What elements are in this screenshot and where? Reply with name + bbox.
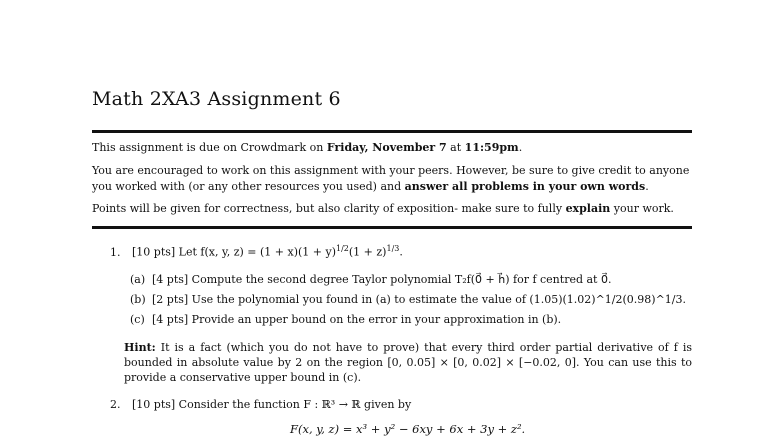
- question-1: 1. [10 pts] Let f(x, y, $z) = (1 + x)(1 + y)^{1/2}(1 + z)^{1/3}$.: [110, 244, 403, 259]
- question-number: 2.: [110, 398, 121, 411]
- question-number: 1.: [110, 245, 121, 259]
- hint-paragraph: Hint: It is a fact (which you do not have to prove) that every third order partial derivative of f is bounded in absolute value by 2 on the region [0, 0.05] × [0, 0.02] × [−0.02, 0]. You can use this to provide a conservative upper bound in (c).: [124, 341, 692, 384]
- equation: F(x, y, z) = x³ + y² − 6xy + 6x + 3y + z².: [290, 422, 526, 436]
- due-date-paragraph: This assignment is due on Crowdmark on Friday, November 7 at 11:59pm.: [92, 141, 523, 154]
- top-divider: [92, 130, 692, 133]
- part-a: (a) [4 pts] Compute the second degree Taylor polynomial T₂f(0⃗ + h⃗) for f centred at 0⃗.: [130, 273, 612, 286]
- collaboration-paragraph: You are encouraged to work on this assignment with your peers. However, be sure to give credit to anyone you worked with (or any other resources you used) and answer all problems in your own words.: [92, 164, 690, 193]
- page-title: Math 2XA3 Assignment 6: [92, 88, 341, 110]
- question-1-parts: [130, 270, 686, 330]
- due-date: Friday, November 7: [326, 141, 447, 154]
- question-2: 2. [10 pts] Consider the function F : ℝ³ → ℝ given by: [110, 398, 412, 411]
- due-time: 11:59pm: [464, 141, 519, 154]
- part-c: (c) [4 pts] Provide an upper bound on the error in your approximation in (b).: [130, 313, 562, 326]
- bottom-divider: [92, 226, 692, 229]
- part-b: (b) [2 pts] Use the polynomial you found in (a) to estimate the value of (1.05)(1.02)^1/2(0.98)^1/3.: [130, 293, 686, 306]
- grading-paragraph: Points will be given for correctness, but also clarity of exposition- make sure to fully explain your work.: [92, 202, 674, 215]
